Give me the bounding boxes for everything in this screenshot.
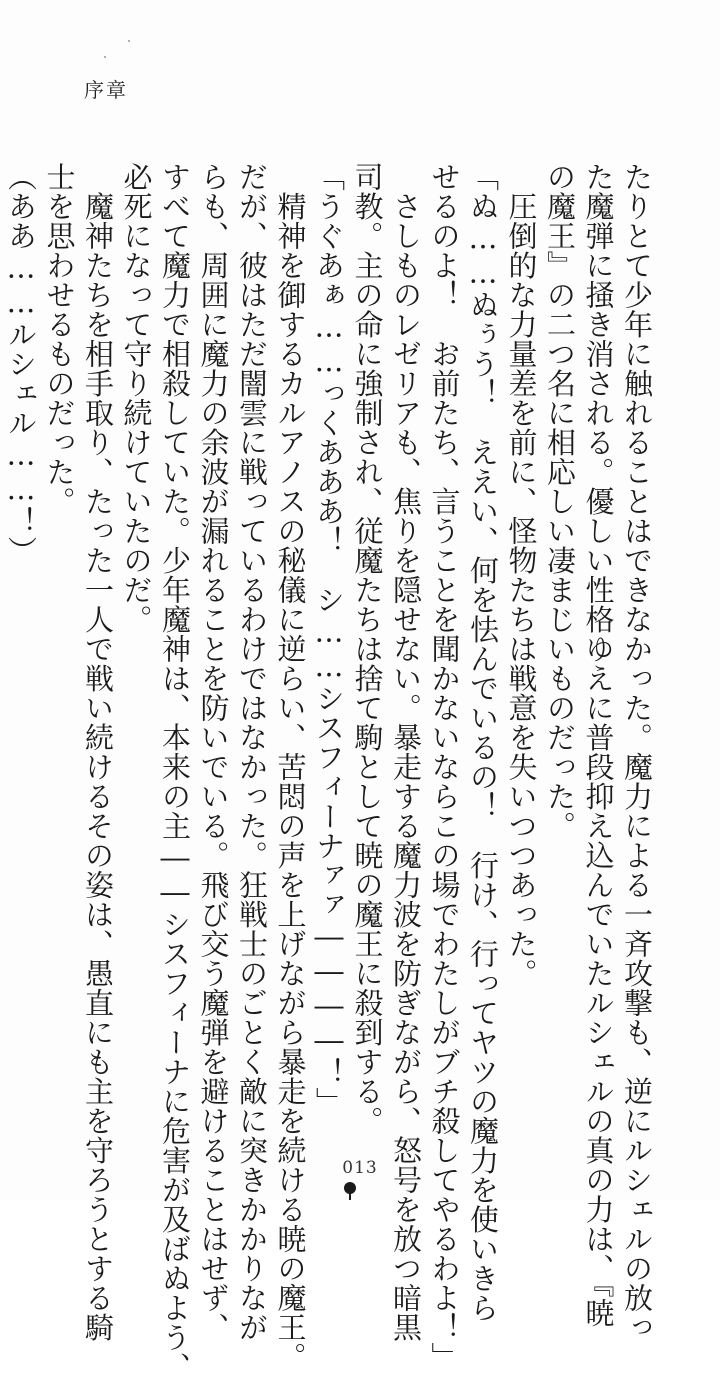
text-line: 「うぐあぁ……っくあああ！ シ……シスフィーナァァ――――！」: [312, 162, 346, 1117]
text-line: すべて魔力で相殺していた。少年魔神は、本来の主――シスフィーナに危害が及ばぬよう、: [158, 162, 192, 1382]
text-line: 必死になって守り続けていたのだ。: [119, 162, 154, 634]
text-line: 「ぬ……ぬぅう！ ええい、何を怯んでいるの！ 行け、行ってヤツの魔力を使いきら: [466, 162, 500, 1323]
text-line: らも、周囲に魔力の余波が漏れることを防いでいる。飛び交う魔弾を避けることはせず、: [196, 162, 231, 1342]
text-line: （ああ……ルシェル……！）: [4, 162, 38, 566]
text-line: 司教。主の命に強制され、従魔たちは捨て駒として暁の魔王に殺到する。: [350, 162, 385, 1136]
paper-speck: [104, 56, 106, 58]
chapter-header: 序章: [84, 78, 128, 102]
text-line: 圧倒的な力量差を前に、怪物たちは戦意を失いつつあった。: [504, 162, 539, 988]
text-line: せるのよ！ お前たち、言うことを聞かないならこの場でわたしがブチ殺してやるわよ！」: [427, 162, 462, 1372]
text-line: 精神を御するカルアノスの秘儀に逆らい、苦悶の声を上げながら暴走を続ける暁の魔王。: [273, 162, 308, 1372]
page-number: 013: [342, 1158, 378, 1178]
paper-speck: [128, 40, 130, 42]
text-line: さしものレゼリアも、焦りを隠せない。暴走する魔力波を防ぎながら、怒号を放つ暗黒: [389, 162, 423, 1342]
text-line: 士を思わせるものだった。: [42, 162, 77, 516]
text-line: たりとて少年に触れることはできなかった。魔力による一斉攻撃も、逆にルシェルの放っ: [620, 162, 654, 1342]
text-line: だが、彼はただ闇雲に戦っているわけではなかった。狂戦士のごとく敵に突きかかりなが: [235, 162, 269, 1342]
text-line: た魔弾に掻き消される。優しい性格ゆえに普段抑え込んでいたルシェルの真の力は、『暁: [581, 162, 616, 1328]
text-line: 魔神たちを相手取り、たった一人で戦い続けるその姿は、愚直にも主を守ろうとする騎: [81, 162, 115, 1342]
text-line: の魔王』の二つ名に相応しい凄まじいものだった。: [543, 162, 577, 841]
page-ornament-stem: [349, 1192, 351, 1200]
